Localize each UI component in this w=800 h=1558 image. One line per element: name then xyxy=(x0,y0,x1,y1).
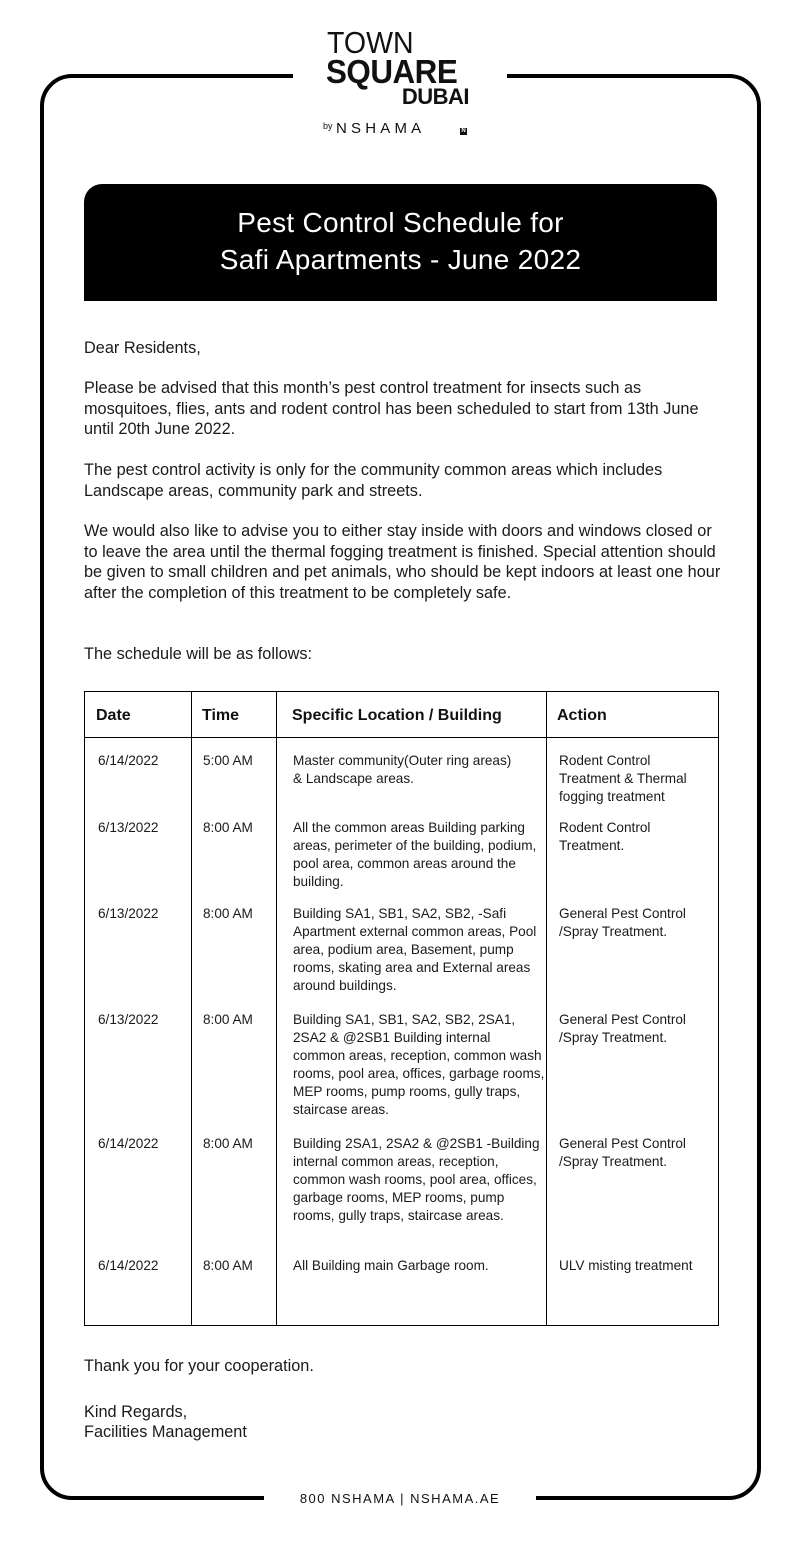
footer-contact: 800 NSHAMA | NSHAMA.AE xyxy=(299,1491,501,1506)
schedule-intro: The schedule will be as follows: xyxy=(84,645,313,663)
schedule-table xyxy=(84,691,719,1326)
page-title-line-2: Safi Apartments - June 2022 xyxy=(219,244,582,275)
header-date: Date xyxy=(96,707,131,724)
logo-square-text: SQUARE xyxy=(326,53,458,90)
page-title-line-1: Pest Control Schedule for xyxy=(237,207,564,238)
paragraph-safety-advice: We would also like to advise you to either stay inside with doors and windows closed or to leave the area until the thermal fogging treatment is finished. Special attention should be given to small children and pet animals, who should be kept indoors at least one hour after the completion of this treatment to be completely safe. xyxy=(84,522,721,602)
cell-location: Building SA1, SB1, SA2, SB2, 2SA1, 2SA2 & @2SB1 Building internal common areas, reception, common wash rooms, pool area, offices, garbage rooms, MEP rooms, pump rooms, gully traps, staircase areas. xyxy=(293,1012,545,1117)
cell-action: General Pest Control /Spray Treatment. xyxy=(559,906,686,939)
column-divider xyxy=(276,692,277,1325)
cell-location: Master community(Outer ring areas) & Landscape areas. xyxy=(293,753,512,786)
logo-nshama-text: NSHAMA xyxy=(336,120,426,137)
signature: Facilities Management xyxy=(84,1423,247,1441)
greeting: Dear Residents, xyxy=(84,339,201,357)
cell-time: 8:00 AM xyxy=(203,1012,253,1027)
logo-by-text: by xyxy=(323,121,333,131)
cell-date: 6/13/2022 xyxy=(98,820,159,835)
cell-date: 6/14/2022 xyxy=(98,753,159,768)
cell-time: 8:00 AM xyxy=(203,820,253,835)
nshama-mark-icon: N xyxy=(461,128,466,134)
cell-time: 8:00 AM xyxy=(203,1136,253,1151)
logo-town-text: TOWN xyxy=(327,25,414,60)
cell-action: Rodent Control Treatment. xyxy=(559,820,651,853)
town-square-logo xyxy=(300,26,500,142)
column-divider xyxy=(546,692,547,1325)
page-title-banner xyxy=(84,184,717,301)
cell-location: All the common areas Building parking areas, perimeter of the building, podium, pool area, common areas around the building. xyxy=(293,820,537,889)
header-divider xyxy=(85,737,718,738)
thank-you-note: Thank you for your cooperation. xyxy=(84,1357,314,1375)
cell-location: Building 2SA1, 2SA2 & @2SB1 -Building internal common areas, reception, common wash rooms, pool area, offices, garbage rooms, MEP rooms, pump rooms, gully traps, staircase areas. xyxy=(293,1136,540,1223)
cell-date: 6/14/2022 xyxy=(98,1136,159,1151)
cell-action: ULV misting treatment xyxy=(559,1258,693,1273)
cell-action: General Pest Control /Spray Treatment. xyxy=(559,1136,686,1169)
cell-time: 5:00 AM xyxy=(203,753,253,768)
paragraph-scope: The pest control activity is only for the community common areas which includes Landscape areas, community park and streets. xyxy=(84,461,663,500)
cell-action: General Pest Control /Spray Treatment. xyxy=(559,1012,686,1045)
column-divider xyxy=(191,692,192,1325)
cell-location: All Building main Garbage room. xyxy=(293,1258,489,1273)
closing: Kind Regards, xyxy=(84,1403,188,1421)
cell-date: 6/13/2022 xyxy=(98,1012,159,1027)
cell-date: 6/14/2022 xyxy=(98,1258,159,1273)
paragraph-schedule-dates: Please be advised that this month’s pest control treatment for insects such as mosquitoes, flies, ants and rodent control has been scheduled to start from 13th June until 20th June 2022. xyxy=(84,379,699,438)
cell-location: Building SA1, SB1, SA2, SB2, -Safi Apartment external common areas, Pool area, podium area, Basement, pump rooms, skating area and External areas around buildings. xyxy=(293,906,537,993)
cell-time: 8:00 AM xyxy=(203,1258,253,1273)
header-location: Specific Location / Building xyxy=(292,707,502,724)
cell-date: 6/13/2022 xyxy=(98,906,159,921)
cell-action: Rodent Control Treatment & Thermal fogging treatment xyxy=(559,753,687,804)
cell-time: 8:00 AM xyxy=(203,906,253,921)
header-action: Action xyxy=(557,707,607,724)
header-time: Time xyxy=(202,707,240,724)
logo-dubai-text: DUBAI xyxy=(401,84,469,109)
